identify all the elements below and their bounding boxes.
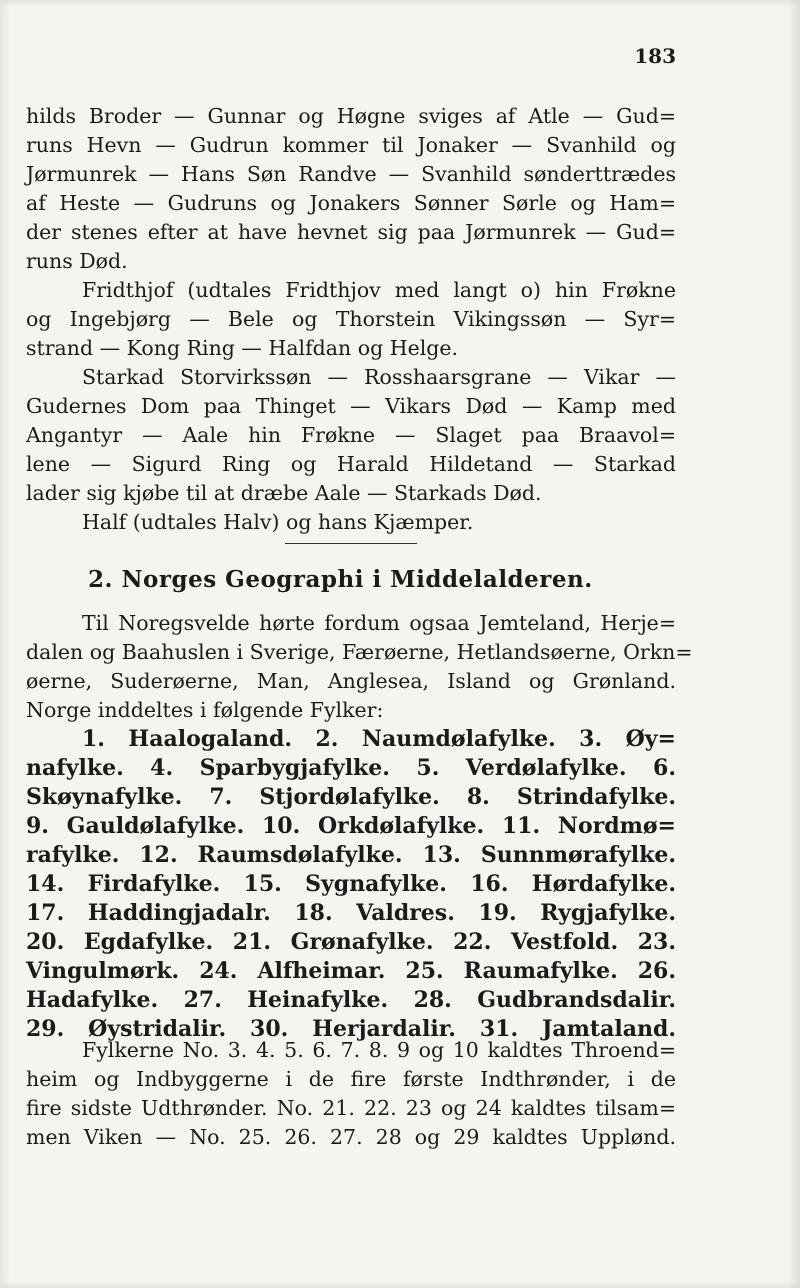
text-line: runs Død.	[26, 249, 128, 273]
section-2-intro	[26, 609, 693, 725]
text-line: hilds Broder — Gunnar og Høgne sviges af Atle — Gud=	[26, 104, 676, 128]
text-line: Gudernes Dom paa Thinget — Vikars Død — Kamp med	[26, 394, 676, 418]
section-1-text	[26, 102, 676, 537]
fylker-line: 9. Gauldølafylke. 10. Orkdølafylke. 11. Nordmø=	[26, 813, 676, 839]
page-number: 183	[634, 44, 676, 68]
text-line: lader sig kjøbe til at dræbe Aale — Starkads Død.	[26, 481, 542, 505]
text-line: Angantyr — Aale hin Frøkne — Slaget paa Braavol=	[26, 423, 676, 447]
text-line: af Heste — Gudruns og Jonakers Sønner Sørle og Ham=	[26, 191, 676, 215]
fylker-line: Hadafylke. 27. Heinafylke. 28. Gudbrandsdalir.	[26, 987, 676, 1013]
text-line: fire sidste Udthrønder. No. 21. 22. 23 og 24 kaldtes tilsam=	[26, 1096, 676, 1120]
text-line: Til Noregsvelde hørte fordum ogsaa Jemteland, Herje=	[82, 611, 676, 635]
fylker-line: nafylke. 4. Sparbygjafylke. 5. Verdølafylke. 6.	[26, 755, 676, 781]
text-line: lene — Sigurd Ring og Harald Hildetand — Starkad	[26, 452, 676, 476]
text-line: og Ingebjørg — Bele og Thorstein Vikingssøn — Syr=	[26, 307, 676, 331]
fylker-line: 14. Firdafylke. 15. Sygnafylke. 16. Hørdafylke.	[26, 871, 676, 897]
fylker-list	[26, 725, 676, 1044]
text-line: men Viken — No. 25. 26. 27. 28 og 29 kaldtes Upplønd.	[26, 1125, 676, 1149]
fylker-line: 17. Haddingjadalr. 18. Valdres. 19. Rygjafylke.	[26, 900, 676, 926]
text-line-fridthjof: Fridthjof (udtales Fridthjov med langt o) hin Frøkne	[82, 278, 676, 302]
text-line: øerne, Suderøerne, Man, Anglesea, Island og Grønland.	[26, 669, 676, 693]
fylker-line: 20. Egdafylke. 21. Grønafylke. 22. Vestfold. 23.	[26, 929, 676, 955]
fylker-line: Skøynafylke. 7. Stjordølafylke. 8. Strindafylke.	[26, 784, 676, 810]
text-line: heim og Indbyggerne i de fire første Indthrønder, i de	[26, 1067, 676, 1091]
text-line: der stenes efter at have hevnet sig paa Jørmunrek — Gud=	[26, 220, 676, 244]
fylker-line: Vingulmørk. 24. Alfheimar. 25. Raumafylke. 26.	[26, 958, 676, 984]
section-2-closing	[26, 1036, 676, 1152]
text-line: Norge inddeltes i følgende Fylker:	[26, 698, 384, 722]
fylker-line: 29. Øystridalir. 30. Herjardalir. 31. Jamtaland.	[26, 1016, 676, 1042]
text-line-starkad: Starkad Storvirkssøn — Rosshaarsgrane — Vikar —	[82, 365, 676, 389]
text-line-half: Half (udtales Halv) og hans Kjæmper.	[82, 510, 474, 534]
text-line: strand — Kong Ring — Halfdan og Helge.	[26, 336, 459, 360]
section-2-heading: 2. Norges Geographi i Middelalderen.	[88, 566, 593, 593]
fylker-line: 1. Haalogaland. 2. Naumdølafylke. 3. Øy=	[82, 726, 676, 752]
text-line: Jørmunrek — Hans Søn Randve — Svanhild sønderttrædes	[26, 162, 676, 186]
text-line: runs Hevn — Gudrun kommer til Jonaker — Svanhild og	[26, 133, 676, 157]
fylker-line: rafylke. 12. Raumsdølafylke. 13. Sunnmørafylke.	[26, 842, 676, 868]
text-line: Fylkerne No. 3. 4. 5. 6. 7. 8. 9 og 10 kaldtes Throend=	[82, 1038, 676, 1062]
section-divider	[285, 543, 417, 544]
text-line: dalen og Baahuslen i Sverige, Færøerne, Hetlandsøerne, Orkn=	[26, 640, 693, 664]
